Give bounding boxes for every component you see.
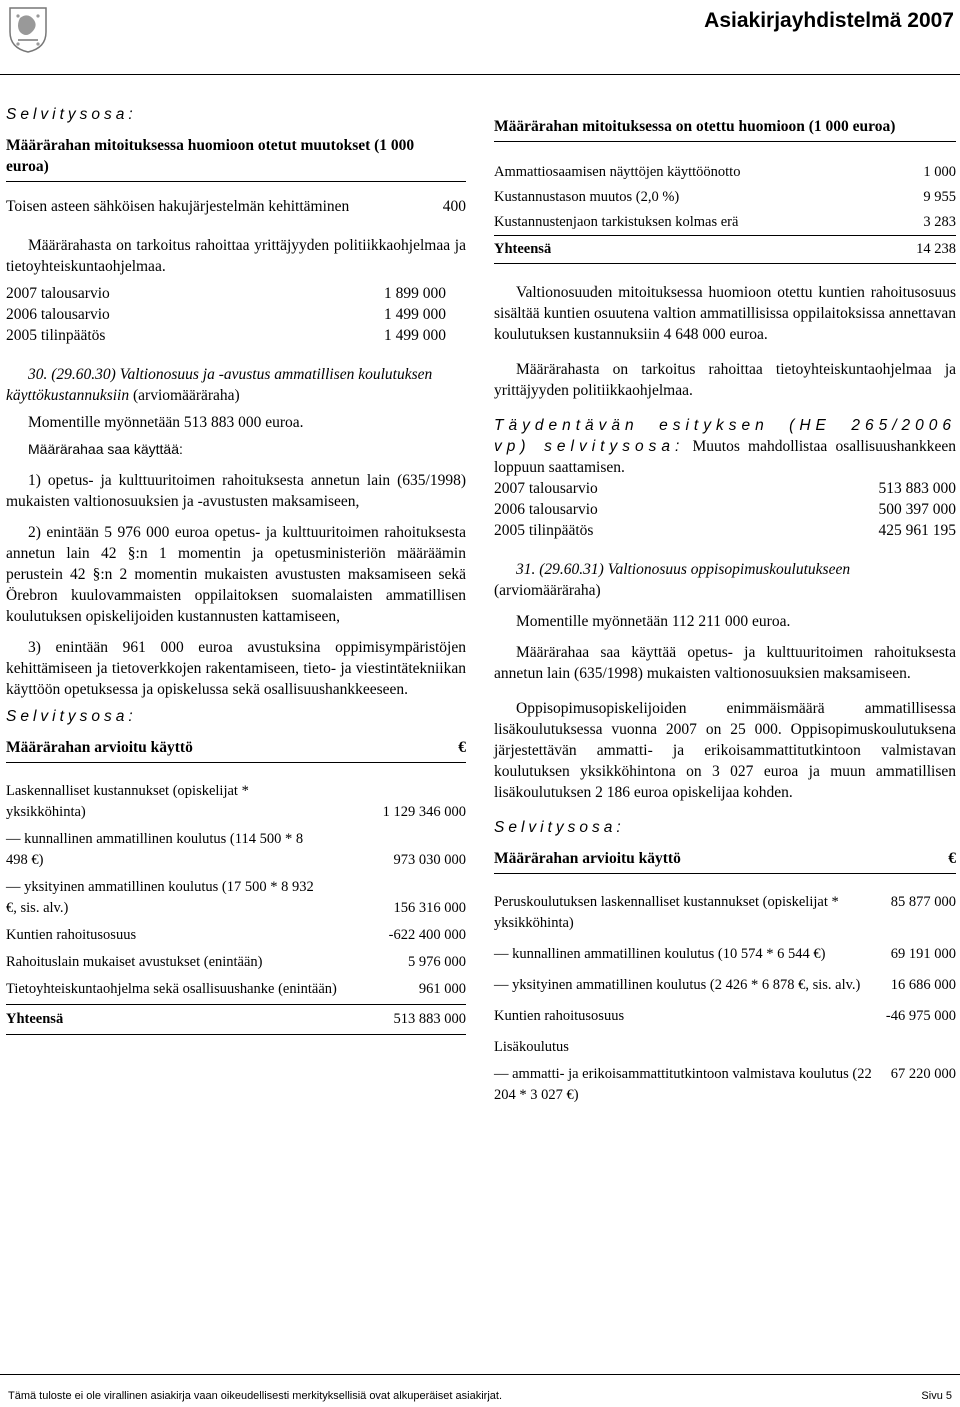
- table-cell-label: — yksityinen ammatillinen koulutus (17 500 * 8 932 €, sis. alv.): [6, 879, 314, 916]
- budget-value: 500 397 000: [878, 501, 956, 518]
- table-cell-label: Tietoyhteiskuntaohjelma sekä osallisuushanke (enintään): [6, 981, 337, 997]
- budget-row: [494, 499, 956, 520]
- table-row: [494, 1064, 956, 1106]
- budget-value: 1 899 000: [384, 285, 446, 302]
- budget-label: 2005 tilinpäätös: [6, 327, 106, 344]
- table-total-row: [494, 236, 956, 264]
- table-row: [6, 877, 466, 919]
- table-cell-label: — ammatti- ja erikoisammattitutkintoon valmistava koulutus (22 204 * 3 027 €): [494, 1066, 872, 1103]
- budget-label: 2005 tilinpäätös: [494, 522, 594, 539]
- table2-title: Määrärahan arvioitu käyttö: [494, 850, 681, 867]
- table2-body: [6, 781, 466, 1035]
- right-column: [494, 116, 956, 1106]
- left-column: [6, 104, 466, 1035]
- table-cell-value: 9 955: [923, 189, 956, 205]
- paragraph: Oppisopimusopiskelijoiden enimmäismäärä ammatillisessa lisäkoulutuksessa vuonna 2007 on 25 000. Oppisopimuskoulutuksena järjestettävän ammatti- ja erikoisammattitutkintoon valmistavan koulutuksen yksikköhintona on 3 027 euroa ja muun ammatillisen lisäkoulutuksen 2 186 euroa opiskelijaa kohden.: [494, 700, 956, 801]
- table-cell-label: Ammattiosaamisen näyttöjen käyttöönotto: [494, 164, 741, 180]
- table1-row-value: 400: [442, 198, 466, 215]
- total-label: Yhteensä: [6, 1011, 64, 1027]
- usage-item-3: 3) enintään 961 000 euroa avustuksina oppimisympäristöjen kehittämiseen ja tietoverkkojen rakentamiseen, tieto- ja viestintätekniikan käyttöön opetuksessa ja opiskelussa sekä osallisuushankkeeseen.: [6, 639, 466, 698]
- table-row: [6, 925, 466, 946]
- usage-item-1: 1) opetus- ja kulttuuritoimen rahoituksesta annetun lain (635/1998) mukaisten valtionosuuksien ja -avustusten maksamiseen,: [6, 472, 466, 510]
- table1-title: Määrärahan mitoituksessa on otettu huomioon (1 000 euroa): [494, 118, 896, 135]
- table-cell-label: Peruskoulutuksen laskennalliset kustannukset (opiskelijat * yksikköhinta): [494, 894, 839, 931]
- table-cell-value: 67 220 000: [890, 1066, 956, 1082]
- table-row: [6, 952, 466, 973]
- table-cell-label: Lisäkoulutus: [494, 1039, 569, 1055]
- paragraph: Määrärahasta on tarkoitus rahoittaa yrittäjyyden politiikkaohjelmaa ja tietoyhteiskuntaohjelmaa.: [6, 237, 466, 275]
- paragraph: Määrärahasta on tarkoitus rahoittaa tietoyhteiskuntaohjelmaa ja yrittäjyyden politiikkaohjelmaa.: [494, 361, 956, 399]
- budget-label: 2006 talousarvio: [494, 501, 598, 518]
- budget-label: 2007 talousarvio: [6, 285, 110, 302]
- table-cell-value: 1 129 346 000: [382, 804, 466, 820]
- table-row: [494, 185, 956, 210]
- selvitysosa-label: Selvitysosa:: [6, 708, 137, 725]
- table-cell-value: 1 000: [923, 164, 956, 180]
- usage-intro: Määrärahaa saa käyttää:: [28, 441, 183, 457]
- section-heading-30-text: 30. (29.60.30) Valtionosuus ja -avustus ammatillisen koulutuksen käyttökustannuksiin: [6, 366, 433, 404]
- table-cell-label: — yksityinen ammatillinen koulutus (2 426 * 6 878 €, sis. alv.): [494, 977, 861, 993]
- table-row: [494, 975, 956, 996]
- table-cell-value: 69 191 000: [890, 946, 956, 962]
- table2-header: [6, 737, 466, 763]
- table-row: [494, 892, 956, 934]
- coat-of-arms-logo: [8, 6, 48, 54]
- budget-value: 1 499 000: [384, 306, 446, 323]
- table-cell-label: — kunnallinen ammatillinen koulutus (114 500 * 8 498 €): [6, 831, 304, 868]
- budget-row: [494, 478, 956, 499]
- page-footer: [8, 1386, 952, 1407]
- table-cell-label: Kustannustason muutos (2,0 %): [494, 189, 680, 205]
- section-heading-31-suffix: (arviomääräraha): [494, 582, 601, 599]
- section-heading-30: [6, 364, 466, 406]
- table-cell-value: 973 030 000: [393, 852, 466, 868]
- supplementary-text: Muutos mahdollistaa osallisuushankkeen loppuun saattamisen.: [494, 438, 956, 476]
- budget-row: [494, 520, 956, 541]
- table-cell-value: -46 975 000: [885, 1008, 956, 1024]
- table-row: [494, 944, 956, 965]
- moment-text: Momentille myönnetään 112 211 000 euroa.: [516, 613, 791, 630]
- table2-body: [494, 892, 956, 1106]
- budget-table: [494, 478, 956, 541]
- table1-header: [494, 116, 956, 142]
- paragraph: Valtionosuuden mitoituksessa huomioon otettu kuntien rahoitusosuus sisältää kuntien osuutena valtion ammatillisissa oppilaitoksissa annettavan koulutuksen kustannuksiin 4 648 000 euroa.: [494, 284, 956, 343]
- table-cell-value: 16 686 000: [890, 977, 956, 993]
- table1-row: [6, 196, 466, 217]
- budget-row: [6, 283, 446, 304]
- budget-table: [6, 283, 446, 346]
- budget-row: [6, 325, 446, 346]
- budget-value: 1 499 000: [384, 327, 446, 344]
- section-heading-31: [494, 559, 894, 601]
- section-heading-30-suffix: (arviomääräraha): [133, 387, 240, 404]
- table1-header: [6, 135, 466, 182]
- table-cell-label: Kuntien rahoitusosuus: [494, 1008, 625, 1024]
- paragraph: Määrärahaa saa käyttää opetus- ja kulttuuritoimen rahoituksesta annetun lain (635/1998) mukaisten valtionosuuksien maksamiseen.: [494, 644, 956, 682]
- table-cell-label: Rahoituslain mukaiset avustukset (enintään): [6, 954, 263, 970]
- table-row: [6, 781, 466, 823]
- budget-value: 513 883 000: [878, 480, 956, 497]
- euro-unit: €: [458, 739, 466, 756]
- table-cell-label: Kuntien rahoitusosuus: [6, 927, 137, 943]
- document-title: Asiakirjayhdistelmä 2007: [704, 9, 954, 32]
- total-value: 14 238: [916, 241, 956, 257]
- table1-title: Määrärahan mitoituksessa huomioon otetut muutokset (1 000 euroa): [6, 137, 415, 175]
- table-cell-label: Kustannustenjaon tarkistuksen kolmas erä: [494, 214, 739, 230]
- page-number: Sivu 5: [921, 1390, 952, 1402]
- table2-header: [494, 848, 956, 874]
- footer-disclaimer: Tämä tuloste ei ole virallinen asiakirja vaan oikeudellisesti merkityksellisiä ovat alkuperäiset asiakirjat.: [8, 1390, 502, 1402]
- moment-text: Momentille myönnetään 513 883 000 euroa.: [28, 414, 304, 431]
- header-rule: [0, 74, 960, 75]
- table1-row-label: Toisen asteen sähköisen hakujärjestelmän kehittäminen: [6, 198, 350, 215]
- budget-label: 2007 talousarvio: [494, 480, 598, 497]
- selvitysosa-label: Selvitysosa:: [6, 106, 137, 123]
- table-row: [6, 979, 466, 1005]
- budget-label: 2006 talousarvio: [6, 306, 110, 323]
- selvitysosa-label: Selvitysosa:: [494, 819, 625, 836]
- table-row: [494, 160, 956, 185]
- table-row: [494, 1006, 956, 1027]
- section-heading-31-text: 31. (29.60.31) Valtionosuus oppisopimuskoulutukseen: [516, 561, 851, 578]
- table-total-row: [6, 1005, 466, 1035]
- table-cell-value: 85 877 000: [890, 894, 956, 910]
- table-cell-value: 5 976 000: [408, 954, 466, 970]
- footer-rule: [0, 1374, 960, 1375]
- table1-body: [494, 160, 956, 264]
- table-row: [494, 210, 956, 236]
- supplementary-note: [494, 415, 956, 478]
- table-row: [494, 1037, 956, 1058]
- budget-value: 425 961 195: [878, 522, 956, 539]
- table2-title: Määrärahan arvioitu käyttö: [6, 739, 193, 756]
- table-cell-label: Laskennalliset kustannukset (opiskelijat * yksikköhinta): [6, 783, 249, 820]
- budget-row: [6, 304, 446, 325]
- euro-unit: €: [948, 850, 956, 867]
- usage-item-2: 2) enintään 5 976 000 euroa opetus- ja kulttuuritoimen rahoituksesta annetun lain 42 §:n 1 momentin ja opetusministeriön määräämin perustein 42 §:n 2 momentin mukaisten avustusten maksamiseen sekä Örebron kuulovammaisten oppilaitoksen suomalaisten ammatillisen koulutuksen opiskelijoiden kustannusten kattamiseen,: [6, 524, 466, 625]
- table-cell-value: 156 316 000: [393, 900, 466, 916]
- table-cell-value: -622 400 000: [388, 927, 466, 943]
- table-cell-label: — kunnallinen ammatillinen koulutus (10 574 * 6 544 €): [494, 946, 826, 962]
- total-value: 513 883 000: [393, 1011, 466, 1027]
- table-cell-value: 961 000: [418, 981, 466, 997]
- supplementary-label: Täydentävän esityksen (HE 265/2006 vp) selvitysosa:: [494, 417, 956, 455]
- table-cell-value: 3 283: [923, 214, 956, 230]
- table-row: [6, 829, 466, 871]
- total-label: Yhteensä: [494, 241, 552, 257]
